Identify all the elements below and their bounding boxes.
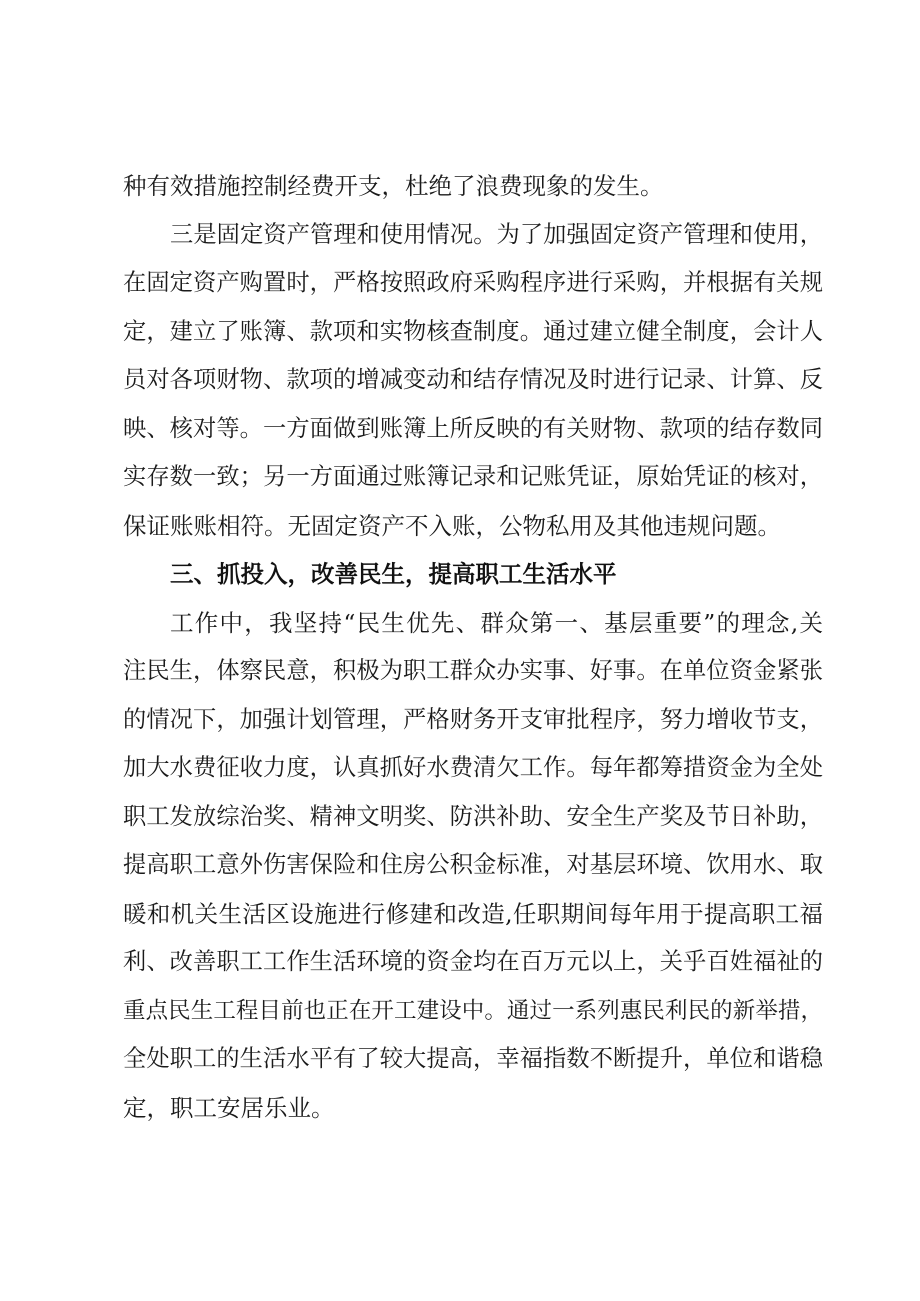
text-line: 加大水费征收力度，认真抓好水费清欠工作。每年都筹措资金为全处: [123, 754, 823, 781]
text-line: 员对各项财物、款项的增减变动和结存情况及时进行记录、计算、反: [123, 366, 823, 393]
text-line: 定，职工安居乐业。: [123, 1093, 335, 1122]
text-line: 工作中，我坚持“民生优先、群众第一、基层重要”的理念,关: [170, 608, 823, 637]
text-line: 全处职工的生活水平有了较大提高，幸福指数不断提升，单位和谐稳: [123, 1045, 823, 1072]
document-body: [123, 162, 823, 1132]
text-line: 职工发放综治奖、精神文明奖、防洪补助、安全生产奖及节日补助，: [123, 802, 823, 830]
text-line: 在固定资产购置时，严格按照政府采购程序进行采购，并根据有关规: [123, 269, 823, 296]
text-line: 映、核对等。一方面做到账簿上所反映的有关财物、款项的结存数同: [123, 414, 823, 442]
text-line: 注民生，体察民意，积极为职工群众办实事、好事。在单位资金紧张: [123, 657, 823, 684]
section-heading: 三、抓投入，改善民生，提高职工生活水平: [170, 560, 617, 588]
text-line: 种有效措施控制经费开支，杜绝了浪费现象的发生。: [123, 172, 664, 200]
text-line: 定，建立了账簿、款项和实物核查制度。通过建立健全制度，会计人: [123, 317, 823, 345]
paragraph-fixed-assets: [123, 211, 823, 551]
paragraph-livelihood: [123, 599, 823, 1133]
text-line: 实存数一致；另一方面通过账簿记录和记账凭证，原始凭证的核对，: [123, 463, 823, 490]
text-line: 的情况下，加强计划管理，严格财务开支审批程序，努力增收节支，: [123, 705, 823, 733]
text-line: 保证账账相符。无固定资产不入账，公物私用及其他违规问题。: [123, 511, 781, 540]
text-line: 重点民生工程目前也正在开工建设中。通过一系列惠民利民的新举措，: [123, 997, 823, 1024]
text-line: 利、改善职工工作生活环境的资金均在百万元以上，关乎百姓福祉的: [123, 948, 823, 975]
text-line: 提高职工意外伤害保险和住房公积金标准，对基层环境、饮用水、取: [123, 851, 823, 878]
paragraph-expense-control: [123, 162, 823, 211]
text-line: 三是固定资产管理和使用情况。为了加强固定资产管理和使用，: [170, 220, 823, 248]
text-line: 暖和机关生活区设施进行修建和改造,任职期间每年用于提高职工福: [123, 899, 823, 928]
